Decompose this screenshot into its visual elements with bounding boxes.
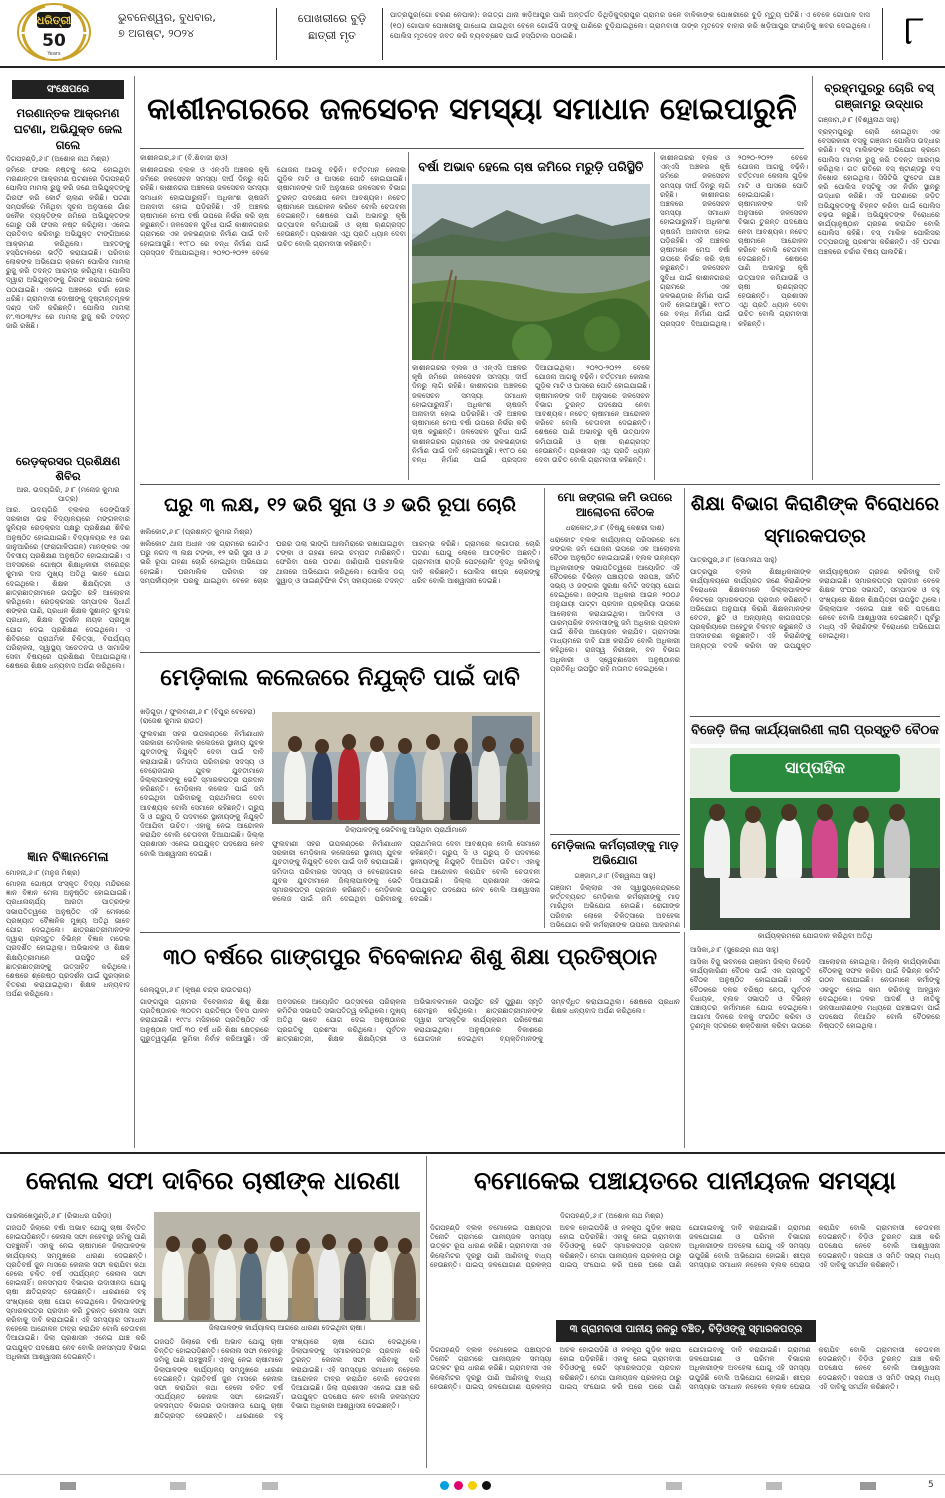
water-body-cont: ଦିଗପହଣ୍ଡି ବ୍ଲକ ବମୋକେଇ ପଞ୍ଚାୟତର ତିନୋଟି ଗ୍ରାମରେ ପାନୀୟଜଳ ସମସ୍ୟା ଉତ୍କଟ ରୂପ ଧାରଣ କରିଛି। ଗ୍ରାମବାସୀ ଏକ କିଲୋମିଟର ଦୂରରୁ ପାଣି ଆଣିବାକୁ ବାଧ୍ୟ ହେଉଛନ୍ତି। ପାଇପ୍ ଜଳଯୋଗାଣ ପ୍ରକଳ୍ପ ଅଚଳ ହୋଇପଡ଼ିଛି ଓ ନଳକୂପ ଗୁଡ଼ିକ ଖରାପ ହୋଇ ପଡ଼ିରହିଛି। ଏହାକୁ ନେଇ ଗ୍ରାମବାସୀ ବିଡ଼ିଓଙ୍କୁ ଭେଟି ସ୍ମାରକପତ୍ର ପ୍ରଦାନ କରିଛନ୍ତି। ମେଗା ପାନୀୟଜଳ ପ୍ରକଳ୍ପ ଠାରୁ ପାଇପ୍ ସଂଯୋଗ କରି ଘରେ ଘରେ ପାଣି ଯୋଗାଇବାକୁ ଦାବି କରାଯାଇଛି। ଗ୍ରାମୀଣ ଜଳଯୋଗାଣ ଓ ପରିମଳ ବିଭାଗର ଅଧିକାରୀଙ୍କ ଅବହେଳା ଯୋଗୁ ଏହି ସମସ୍ୟା ଉପୁଜିଛି ବୋଲି ଅଭିଯୋଗ ହୋଇଛି। ଶୀଘ୍ର ସମସ୍ୟାର ସମାଧାନ ନହେଲେ ବ୍ଲକ ଘେରାଉ କରାଯିବ ବୋଲି ଗ୍ରାମବାସୀ ଚେତାବନୀ ଦେଇଛନ୍ତି। ବିଡ଼ିଓ ତୁରନ୍ତ ଯାଞ୍ଚ କରି ପଦକ୍ଷେପ ନେବେ ବୋଲି ଆଶ୍ୱାସନା ଦେଇଛନ୍ତି। ସରପଞ୍ଚ ଓ ସମିତି ସଭ୍ୟ ମଧ୍ୟ ଏହି ଦାବିକୁ ସମର୍ଥନ କରିଛନ୍ତି। [430,1346,940,1391]
laurel-logo-icon [15,2,93,62]
water-headline: ବମୋକେଇ ପଞ୍ଚାୟତରେ ପାନୀୟଜଳ ସମସ୍ୟା [474,1166,896,1195]
registration-bar-left [60,1482,76,1490]
bus-byline: ଗଞ୍ଜାମ,୬।୮ (ବିଶ୍ୱନାଥ ସାହୁ) [818,116,900,124]
brief-2-byline: ଆର. ଉଦୟଗିରି, ୬।୮ (ମନୋଜ କୁମାର ପାତ୍ର) [16,486,120,503]
brief-2-body: ଆର. ଉଦୟଗିରି ବ୍ଲକର ଡେଙ୍ଗିସାହି ସରକାରୀ ଉଚ୍ଚ ବିଦ୍ୟାଳୟରେ ମଙ୍ଗଳବାର ଜୁନିୟର ରେଡ଼କ୍ରସ ପକ୍ଷରୁ ପ୍ରଶିକ୍ଷଣ ଶିବିର ଅନୁଷ୍ଠିତ ହୋଇଯାଇଛି। ବିଦ୍ୟାଳୟର ୧୫ ଜଣ ଜାନୁଆରିରେ (ଫରାଗାଳିପଗନ) ମାନଙ୍କର ଏକ ଦିବସୀୟ ପ୍ରଶିକ୍ଷଣ ଅନୁଷ୍ଠିତ ହୋଇଯାଇଛି। ଏ ଅବସରରେ ଗୋଷ୍ଠୀ ଶିକ୍ଷାଧିକାରୀ ବୀରେନ୍ଦ୍ର କୁମାର ଦାସ ମୁଖ୍ୟ ଅତିଥି ଭାବେ ଯୋଗ ଦେଇଥିଲେ। ଶିକ୍ଷକ ଶିକ୍ଷୟିତ୍ରୀ ଓ ଛାତ୍ରଛାତ୍ରୀମାନେ ଉପସ୍ଥିତ ରହି ଆଲୋଚନା କରିଥିଲେ। ରେଡ଼କ୍ରସର ସମ୍ପାଦକ ସିଧାର୍ଥ ଶଙ୍କର ପାଣି, ପ୍ରଧାନ ଶିକ୍ଷକ ସୁଶାନ୍ତ କୁମାର ପ୍ରଧାନ, ଶିକ୍ଷକ ସୁଦର୍ଶନ ନାୟକ ପ୍ରମୁଖ ଯୋଗ ଦେଇ ପ୍ରଶିକ୍ଷଣ ଦେଇଥିଲେ। ଏ ଶିବିରରେ ପ୍ରାଥମିକ ଚିକିତ୍ସା, ବିପର୍ଯ୍ୟୟ ପରିଚାଳନା, ସ୍ୱାସ୍ଥ୍ୟ ସଚେତନତା ଓ ସାମାଜିକ ସେବା ବିଷୟରେ ପ୍ରଶିକ୍ଷଣ ଦିଆଯାଇଥିଲା। ଶେଷରେ ଶିକ୍ଷକ ଧନ୍ୟବାଦ ଅର୍ପଣ କରିଥିଲେ। [6,506,130,671]
bus-body: ବ୍ରହ୍ମପୁରରୁ ଚୋରି ହୋଇଥିବା ଏକ ବେସରକାରୀ ବସ୍‌କୁ ଗଞ୍ଜାମ ପୋଲିସ ଉଦ୍ଧାର କରିଛି। ବସ୍ ମାଲିକଙ୍କ ଅଭିଯୋଗ କ୍ରମେ ପୋଲିସ ମାମଲା ରୁଜୁ କରି ତଦନ୍ତ ଆରମ୍ଭ କରିଥିଲା। ଗତ ରାତିରେ ବସ୍ ଷ୍ଟାଣ୍ଡରୁ ବସ୍ ନିଖୋଜ ହୋଇଥିଲା। ସିସିଟିଭି ଫୁଟେଜ ଯାଞ୍ଚ କରି ପୋଲିସ ବସ୍‌ଟିକୁ ଏକ ନିର୍ଜନ ସ୍ଥାନରୁ ଉଦ୍ଧାର କରିଛି। ଏହି ଘଟଣାରେ ଜଡ଼ିତ ଅଭିଯୁକ୍ତଙ୍କୁ ଚିହ୍ନଟ କରିବା ପାଇଁ ପୋଲିସ ଚଢ଼ଉ କରୁଛି। ଅଭିଯୁକ୍ତଙ୍କ ବିରୋଧରେ କାର୍ଯ୍ୟାନୁଷ୍ଠାନ ଗ୍ରହଣ କରାଯିବ ବୋଲି ପୋଲିସ କହିଛି। ବସ୍ ମାଲିକ ପୋଲିସର ତତ୍ପରତାକୁ ପ୍ରଶଂସା କରିଛନ୍ତି। ଏହି ଘଟଣା ଅଞ୍ଚଳରେ ଚର୍ଚ୍ଚାର ବିଷୟ ପାଲଟିଛି। [818,128,940,256]
teaser-title: ପୋଖରୀରେ ବୁଡ଼ି ଛାତ୍ରୀ ମୃତ [297,12,367,42]
svg-text:50: 50 [42,31,66,51]
lead-body-cont: କାଶୀନଗରର ବ୍ଲକ ଓ ଏନ୍‌ଏସି ଅଞ୍ଚଳର କୃଷି ଜମିରେ ଜଳସେଚନ ସମସ୍ୟା ଦୀର୍ଘ ଦିନରୁ ଲାଗି ରହିଛି। କାଶୀନଗର ଅଞ୍ଚଳରେ ଜଳସେଚନ ସମସ୍ୟା ସମାଧାନ ହୋଇପାରୁନାହିଁ। ଅଧିକାଂଶ ଚାଷଜମି ଅନାବାଦୀ ହୋଇ ପଡ଼ିରହିଛି। ଏହି ଅଞ୍ଚଳର ଚାଷୀମାନେ ମେଘ ବର୍ଷା ଉପରେ ନିର୍ଭର କରି ଚାଷ କରୁଛନ୍ତି। ଜଳସେଚନ ସୁବିଧା ପାଇଁ କାଶୀନଗରର ଗ୍ରାମରେ ଏକ ଜଳଭଣ୍ଡାର ନିର୍ମାଣ ପାଇଁ ଦାବି ହୋଇଆସୁଛି। ୧୯୮୦ ରେ ବନ୍ଧ ନିର୍ମାଣ ପାଇଁ ପ୍ରସ୍ତାବ ଦିଆଯାଇଥିଲା। ୨୦୨୦-୨୦୨୨ ବେଳେ ଯୋଜନା ଆଗକୁ ବଢ଼ିନି। ବର୍ତ୍ତମାନ କେନାଲ ଗୁଡ଼ିକ ମାଟି ଓ ଘାସରେ ପୋତି ହୋଇଯାଇଛି। ଚାଷୀମାନଙ୍କ ଦାବି ଅନୁସାରେ ଜଳସେଚନ ବିଭାଗ ତୁରନ୍ତ ପଦକ୍ଷେପ ନେବା ଆବଶ୍ୟକ। ନଚେତ୍ ଚାଷୀମାନେ ଆନ୍ଦୋଳନ କରିବେ ବୋଲି ଚେତାବନୀ ଦେଇଛନ୍ତି। ଶେଷରେ ପାଣି ଅଭାବରୁ କୃଷି ଉତ୍ପାଦନ କମିଯାଉଛି ଓ ଚାଷୀ ଋଣଗ୍ରସ୍ତ ହେଉଛନ୍ତି। ପ୍ରଶାସନ ଏଥି ପ୍ରତି ଧ୍ୟାନ ଦେବା ଉଚିତ ବୋଲି ଗ୍ରାମବାସୀ କହିଛନ୍ତି। [412,364,650,465]
education-body: ପାତ୍ରପୁର ବ୍ଲକ ଶିକ୍ଷାଧିକାରୀଙ୍କ କାର୍ଯ୍ୟାଳୟରେ କାର୍ଯ୍ୟରତ ଜଣେ କିରାଣିଙ୍କ ବିରୋଧରେ ଶିକ୍ଷକମାନେ ଜିଲ୍ଲାପାଳଙ୍କ ନିକଟରେ ସ୍ମାରକପତ୍ର ପ୍ରଦାନ କରିଛନ୍ତି। ଅଭିଯୋଗ ଅନୁଯାୟୀ କିରାଣି ଶିକ୍ଷକମାନଙ୍କ ବେତନ, ଛୁଟି ଓ ଅନ୍ୟାନ୍ୟ କାଗଜପତ୍ର ପ୍ରକ୍ରିୟାରେ ଅହେତୁକ ବିଳମ୍ବ କରୁଛନ୍ତି ଓ ଅସଦାଚରଣ କରୁଛନ୍ତି। ଏହି କିରାଣିଙ୍କୁ ଅନ୍ୟତ୍ର ବଦଳି କରିବା ସହ ଉପଯୁକ୍ତ କାର୍ଯ୍ୟାନୁଷ୍ଠାନ ଗ୍ରହଣ କରିବାକୁ ଦାବି କରାଯାଇଛି। ସ୍ମାରକପତ୍ର ପ୍ରଦାନ ବେଳେ ଶିକ୍ଷକ ସଂଘର ସଭାପତି, ସମ୍ପାଦକ ଓ ବହୁ ସଂଖ୍ୟାରେ ଶିକ୍ଷକ ଶିକ୍ଷୟିତ୍ରୀ ଉପସ୍ଥିତ ଥିଲେ। ଜିଲ୍ଲାପାଳ ଏନେଇ ଯାଞ୍ଚ କରି ପଦକ୍ଷେପ ନେବେ ବୋଲି ଆଶ୍ୱାସନା ଦେଇଛନ୍ତି। ପୂର୍ବରୁ ମଧ୍ୟ ଏହି କିରାଣିଙ୍କ ବିରୋଧରେ ଅଭିଯୋଗ ହୋଇଥିଲା। [690,568,940,650]
medical-body: ଫୁଲବାଣୀ ସହର ଉପକଣ୍ଠରେ ନିର୍ମାଣାଧୀନ ସରକାରୀ ମେଡ଼ିକାଲ କଲେଜରେ ସ୍ଥାନୀୟ ଯୁବକ ଯୁବତୀଙ୍କୁ ନିଯୁକ୍ତି ଦେବା ପାଇଁ ଦାବି କରାଯାଇଛି। ଜମିଦାତା ପରିବାରର ସଦସ୍ୟ ଓ ବେରୋଜଗାର ଯୁବକ ଯୁବତୀମାନେ ଜିଲ୍ଲାପାଳଙ୍କୁ ଭେଟି ସ୍ମାରକପତ୍ର ପ୍ରଦାନ କରିଛନ୍ତି। ମେଡ଼ିକାଲ କଲେଜ ପାଇଁ ଜମି ଦେଇଥିବା ପରିବାରକୁ ପ୍ରାଥମିକତା ଦେବା ଆବଶ୍ୟକ ବୋଲି ସେମାନେ କହିଛନ୍ତି। ଗ୍ରୁପ୍ ସି ଓ ଗ୍ରୁପ୍ ଡି ପଦବୀରେ ସ୍ଥାନୀୟଙ୍କୁ ନିଯୁକ୍ତି ଦିଆଯିବା ଉଚିତ। ଏହାକୁ ନେଇ ଆନ୍ଦୋଳନ କରାଯିବ ବୋଲି ଚେତାବନୀ ଦିଆଯାଇଛି। ଜିଲ୍ଲା ପ୍ରଶାସନ ଏନେଇ ଉପଯୁକ୍ତ ପଦକ୍ଷେପ ନେବ ବୋଲି ଆଶ୍ୱାସନା ଦେଇଛି। [140,730,264,858]
registration-marks [0,1480,945,1494]
school-headline: ୩୦ ବର୍ଷରେ ଗାଙ୍ଗପୁର ବିବେକାନନ୍ଦ ଶିଶୁ ଶିକ୍ଷା ପ୍ରତିଷ୍ଠାନ [162,945,658,970]
water-body: ଦିଗପହଣ୍ଡି ବ୍ଲକ ବମୋକେଇ ପଞ୍ଚାୟତର ତିନୋଟି ଗ୍ରାମରେ ପାନୀୟଜଳ ସମସ୍ୟା ଉତ୍କଟ ରୂପ ଧାରଣ କରିଛି। ଗ୍ରାମବାସୀ ଏକ କିଲୋମିଟର ଦୂରରୁ ପାଣି ଆଣିବାକୁ ବାଧ୍ୟ ହେଉଛନ୍ତି। ପାଇପ୍ ଜଳଯୋଗାଣ ପ୍ରକଳ୍ପ ଅଚଳ ହୋଇପଡ଼ିଛି ଓ ନଳକୂପ ଗୁଡ଼ିକ ଖରାପ ହୋଇ ପଡ଼ିରହିଛି। ଏହାକୁ ନେଇ ଗ୍ରାମବାସୀ ବିଡ଼ିଓଙ୍କୁ ଭେଟି ସ୍ମାରକପତ୍ର ପ୍ରଦାନ କରିଛନ୍ତି। ମେଗା ପାନୀୟଜଳ ପ୍ରକଳ୍ପ ଠାରୁ ପାଇପ୍ ସଂଯୋଗ କରି ଘରେ ଘରେ ପାଣି ଯୋଗାଇବାକୁ ଦାବି କରାଯାଇଛି। ଗ୍ରାମୀଣ ଜଳଯୋଗାଣ ଓ ପରିମଳ ବିଭାଗର ଅଧିକାରୀଙ୍କ ଅବହେଳା ଯୋଗୁ ଏହି ସମସ୍ୟା ଉପୁଜିଛି ବୋଲି ଅଭିଯୋଗ ହୋଇଛି। ଶୀଘ୍ର ସମସ୍ୟାର ସମାଧାନ ନହେଲେ ବ୍ଲକ ଘେରାଉ କରାଯିବ ବୋଲି ଗ୍ରାମବାସୀ ଚେତାବନୀ ଦେଇଛନ୍ତି। ବିଡ଼ିଓ ତୁରନ୍ତ ଯାଞ୍ଚ କରି ପଦକ୍ଷେପ ନେବେ ବୋଲି ଆଶ୍ୱାସନା ଦେଇଛନ୍ତି। ସରପଞ୍ଚ ଓ ସମିତି ସଭ୍ୟ ମଧ୍ୟ ଏହି ଦାବିକୁ ସମର୍ଥନ କରିଛନ୍ତି। [430,1224,940,1269]
education-byline: ପାତ୍ରପୁର,୬।୮ (ସୋମନାଥ ସାହୁ) [690,556,778,564]
bjd-body: ଆସିକା ବିଜୁ ଭବନରେ ଗଞ୍ଜାମ ଜିଲ୍ଲା ବିଜେଡ଼ି କାର୍ଯ୍ୟକାରିଣୀ ବୈଠକ ପାଇଁ ଏକ ପ୍ରସ୍ତୁତି ବୈଠକ ଅନୁଷ୍ଠିତ ହୋଇଯାଇଛି। ଏହି ବୈଠକରେ ଦଳର ବରିଷ୍ଠ ନେତା, ପୂର୍ବତନ ବିଧାୟକ, ବ୍ଲକ ସଭାପତି ଓ ବିଭିନ୍ନ ପଞ୍ଚାୟତର କର୍ମୀମାନେ ଯୋଗ ଦେଇଥିଲେ। ଆଗାମୀ ଦିନରେ ଦଳକୁ ସଂଗଠିତ କରିବା ଓ ତୃଣମୂଳ ସ୍ତରରେ ଶକ୍ତିଶାଳୀ କରିବା ଉପରେ ଆଲୋଚନା ହୋଇଥିଲା। ଜିଲ୍ଲା କାର୍ଯ୍ୟକାରିଣୀ ବୈଠକକୁ ସଫଳ କରିବା ପାଇଁ ବିଭିନ୍ନ କମିଟି ଗଠନ କରାଯାଇଛି। ନେତାମାନେ କର୍ମୀଙ୍କୁ ଏକଜୁଟ ହୋଇ କାମ କରିବାକୁ ଆହ୍ୱାନ ଦେଇଥିଲେ। ଦଳର ଆଦର୍ଶ ଓ ନୀତିକୁ ଜନସାଧାରଣଙ୍କ ମଧ୍ୟରେ ପହଞ୍ଚାଇବା ପାଇଁ ପଦକ୍ଷେପ ନିଆଯିବ ବୋଲି ବୈଠକରେ ନିଷ୍ପତ୍ତି ହୋଇଥିଲା। [690,958,940,1031]
medical-byline: ଖଡ଼ିଗୁଡ଼ା / ଫୁଲବାଣୀ,୬।୮ (ବିପୁର ବେହେରା) (ରାଜେଶ କୁମାର ରାଉତ) [140,708,256,725]
forest-byline: ଧରାକୋଟ,୬।୮ (ବିଷ୍ଣୁ କେଶରୀ ଦାଶ) [565,524,665,532]
water-byline: ଦିଗପହଣ୍ଡି,୬।୮ (ଅଶୋକ ନାଥ ମିଶ୍ର) [560,1212,664,1220]
black-dot-icon [482,1481,491,1490]
school-byline: ଜେଲ୍‌ଗୁଡ଼ା,୬।୮ (କୃଷ୍ଣ ଚନ୍ଦ୍ର ରାଉତରାୟ) [140,986,252,994]
briefs-column [6,80,130,1148]
masthead [0,0,945,66]
bus-headline: ବ୍ରହ୍ମପୁରରୁ ଚୋରି ବସ୍ ଗଞ୍ଜାମରୁ ଉଦ୍ଧାର [824,81,934,111]
yellow-dot-icon [468,1481,477,1490]
forest-headline: ମୋ ଜଙ୍ଗଲ ଜମି ଉପରେ ଆଲୋଚନା ବୈଠକ [557,490,673,519]
brief-1-body: ଜମିରେ ଫସଲ ନଷ୍ଟକୁ ନେଇ ହୋଇଥିବା ମରଣାନ୍ତକ ଆକ୍ରମଣ ଘଟଣାରେ ଦିଗପହଣ୍ଡି ପୋଲିସ ମାମଲା ରୁଜୁ କରି ଜଣେ ଅଭିଯୁକ୍ତଙ୍କୁ ଗିରଫ କରି କୋର୍ଟ ଚାଲାଣ କରିଛି। ଘଟଣା ସମ୍ପର୍କରେ ମିଳିଥିବା ସୂଚନା ଅନୁସାରେ ଗାଁର ଜନୈକ ବ୍ୟକ୍ତିଙ୍କ ଜମିରେ ଅଭିଯୁକ୍ତଙ୍କ ଗୋରୁ ପଶି ଫସଲ ନଷ୍ଟ କରିଥିଲା। ଏନେଇ ପ୍ରତିବାଦ କରିବାରୁ ଅଭିଯୁକ୍ତ ଟାଙ୍ଗିଆରେ ଆକ୍ରମଣ କରିଥିଲେ। ଆହତଙ୍କୁ ହସ୍ପିଟାଲରେ ଭର୍ତ୍ତି କରାଯାଇଛି। ପରିବାର ଲୋକଙ୍କ ଅଭିଯୋଗ କ୍ରମେ ପୋଲିସ ମାମଲା ରୁଜୁ କରି ତଦନ୍ତ ଆରମ୍ଭ କରିଥିଲା। ପୋଲିସ ଦ୍ୱାରା ଅଭିଯୁକ୍ତଙ୍କୁ ଗିରଫ କରାଯାଇ ଜେଲ ପଠାଯାଇଛି। ଏନେଇ ଅଞ୍ଚଳରେ ଚର୍ଚ୍ଚା ଜୋର ଧରିଛି। ଗ୍ରାମବାସୀ ଦୋଷୀଙ୍କୁ ଦୃଷ୍ଟାନ୍ତମୂଳକ ଦଣ୍ଡ ଦାବି କରିଛନ୍ତି। ପୋଲିସ ମାମଲା ନଂ.୩୦୩/୨୪ ରେ ମାମଲା ରୁଜୁ କରି ତଦନ୍ତ ଜାରି ରଖିଛି। [6,166,130,331]
bjd-caption: କାର୍ଯ୍ୟକ୍ରମରେ ଯୋଗଦାନ କରିଥିବା ଅତିଥି [757,932,873,940]
registration-bar [766,1482,782,1490]
medical-staff-headline: ମେଡ଼ିକାଲ କର୍ମଚାରୀଙ୍କୁ ମାଡ଼ ଅଭିଯୋଗ [551,838,679,867]
brief-1-byline: ଦିଗପହଣ୍ଡି,୬।୮ (ଅଶୋକ ନାଥ ମିଶ୍ର) [6,155,110,163]
theft-headline: ଘରୁ ୩ ଲକ୍ଷ, ୧୨ ଭରି ସୁନା ଓ ୬ ଭରି ରୂପା ଚୋରି [163,494,517,516]
medical-caption: ଜିଲାପାଳଙ୍କୁ ଭେଟିବାକୁ ଆସିଥିବା ପ୍ରାର୍ଥୀମାନେ [345,826,467,834]
reservoir-photo [412,184,650,360]
dateline-day: ଭୁବନେଶ୍ୱର, ବୁଧବାର, [118,11,216,24]
cyan-dot-icon [440,1481,449,1490]
teaser-body: ପାତ୍ରପୁର(ଗୋ ଚରଣ ନେପାକ): ଜଗତ୍ଗ ଥାନା ଖଡ଼ିଆପୁର ପାଣି ଅନ୍ତର୍ଗତ ଡିଥିଡ଼ିକୁଦ୍ରାପୁର ଗ୍ରାମର ଜନେ ବାଳିକାଙ୍କ ପୋଖରୀରେ ବୁଡ଼ି ମୃତ୍ୟୁ ଘଟିଛି। ଏ ବେଳେ ଗୋପାଳ ଦାସ (୧୦) ଗୋପାଳ ପୋଖରୀକୁ ଗାଧୋଇ ଯାଇଥିବା ବେଳେ ଗୋଇଁସି ତାଙ୍କୁ ପାଣିରେ ବୁଡ଼ିଯାଇଥିଲେ। ଗ୍ରାମବାସୀ ତାଙ୍କ ମୃତଦେହ ବାହାର କରି ଖଡ଼ିଆପୁର ଫାଣ୍ଡିକୁ ଖବର ଦେଇଥିଲେ। ପୋଲିସ ମୃତଦେହ ଜବତ କରି ବ୍ୟବଚ୍ଛେଦ ପାଇଁ ହସ୍ପିଟାଲ ପଠାଇଛି। [390,10,870,40]
color-dots [440,1481,500,1491]
magenta-dot-icon [454,1481,463,1490]
water-subhead: ୩ ଗ୍ରାମବାସୀ ପାନୀୟ ଜଳରୁ ବଞ୍ଚିତ, ବିଡ଼ିଓଙ୍କୁ ସ୍ମାରକପତ୍ର [556,1320,816,1342]
canal-photo [154,1212,420,1322]
medical-headline: ମେଡ଼ିକାଲ କଲେଜରେ ନିଯୁକ୍ତି ପାଇଁ ଦାବି [160,665,520,691]
brief-1-title: ମରଣାନ୍ତକ ଆକ୍ରମଣ ଘଟଣା, ଅଭିଯୁକ୍ତ ଜେଲ ଗଲେ [13,106,123,152]
bjd-byline: ଆସିକା,୬।୮ (ସୁରେନ୍ଦ୍ର ନାଥ ସାହୁ) [690,946,779,954]
theft-body: ଖଲିକୋଟ ଥାନା ଅଧୀନ ଏକ ଗ୍ରାମରେ ଗୋଟିଏ ଘରୁ ନଗଦ ୩ ଲକ୍ଷ ଟଙ୍କା, ୧୨ ଭରି ସୁନା ଓ ୬ ଭରି ରୂପା ଗହଣା ଚୋରି ହୋଇଥିବା ଅଭିଯୋଗ ହୋଇଛି। ଘରମାଲିକ ପରିବାର ସହ ସମ୍ପର୍କୀୟଙ୍କ ଘରକୁ ଯାଇଥିବା ବେଳେ ଚୋର ଘରର ତାଲା ଭାଙ୍ଗି ଆଲମିରାରେ ରଖାଯାଇଥିବା ଟଙ୍କା ଓ ଗହଣା ନେଇ ଚମ୍ପଟ ମାରିଛନ୍ତି। ଫେରିବା ପରେ ଘଟଣା ଜାଣିପାରି ଘରମାଲିକ ଥାନାରେ ଅଭିଯୋଗ କରିଥିଲେ। ପୋଲିସ ଡଗ୍ ସ୍କ୍ୱାଡ୍ ଓ ସାଇଣ୍ଟିଫିକ ଟିମ୍ ସହାୟତାରେ ତଦନ୍ତ ଆରମ୍ଭ କରିଛି। ଗ୍ରାମରେ ଲଗାତାର ଚୋରି ଘଟଣା ଯୋଗୁ ଲୋକେ ଆତଙ୍କିତ ଅଛନ୍ତି। ଗ୍ରାମବାସୀ ରାତ୍ରି ପେଟ୍ରୋଲିଂ ବୃଦ୍ଧି କରିବାକୁ ଦାବି କରିଛନ୍ତି। ପୋଲିସ ଶୀଘ୍ର ଚୋରଙ୍କୁ ଧରିବ ବୋଲି ଆଶ୍ୱାସନା ଦେଇଛି। [140,540,540,585]
brief-3-title: ଜ୍ଞାନ ବିଜ୍ଞାନମେଳା [27,850,109,865]
lead-body-right: କାଶୀନଗରର ବ୍ଲକ ଓ ଏନ୍‌ଏସି ଅଞ୍ଚଳର କୃଷି ଜମିରେ ଜଳସେଚନ ସମସ୍ୟା ଦୀର୍ଘ ଦିନରୁ ଲାଗି ରହିଛି। କାଶୀନଗର ଅଞ୍ଚଳରେ ଜଳସେଚନ ସମସ୍ୟା ସମାଧାନ ହୋଇପାରୁନାହିଁ। ଅଧିକାଂଶ ଚାଷଜମି ଅନାବାଦୀ ହୋଇ ପଡ଼ିରହିଛି। ଏହି ଅଞ୍ଚଳର ଚାଷୀମାନେ ମେଘ ବର୍ଷା ଉପରେ ନିର୍ଭର କରି ଚାଷ କରୁଛନ୍ତି। ଜଳସେଚନ ସୁବିଧା ପାଇଁ କାଶୀନଗରର ଗ୍ରାମରେ ଏକ ଜଳଭଣ୍ଡାର ନିର୍ମାଣ ପାଇଁ ଦାବି ହୋଇଆସୁଛି। ୧୯୮୦ ରେ ବନ୍ଧ ନିର୍ମାଣ ପାଇଁ ପ୍ରସ୍ତାବ ଦିଆଯାଇଥିଲା। ୨୦୨୦-୨୦୨୨ ବେଳେ ଯୋଜନା ଆଗକୁ ବଢ଼ିନି। ବର୍ତ୍ତମାନ କେନାଲ ଗୁଡ଼ିକ ମାଟି ଓ ଘାସରେ ପୋତି ହୋଇଯାଇଛି। ଚାଷୀମାନଙ୍କ ଦାବି ଅନୁସାରେ ଜଳସେଚନ ବିଭାଗ ତୁରନ୍ତ ପଦକ୍ଷେପ ନେବା ଆବଶ୍ୟକ। ନଚେତ୍ ଚାଷୀମାନେ ଆନ୍ଦୋଳନ କରିବେ ବୋଲି ଚେତାବନୀ ଦେଇଛନ୍ତି। ଶେଷରେ ପାଣି ଅଭାବରୁ କୃଷି ଉତ୍ପାଦନ କମିଯାଉଛି ଓ ଚାଷୀ ଋଣଗ୍ରସ୍ତ ହେଉଛନ୍ତି। ପ୍ରଶାସନ ଏଥି ପ୍ରତି ଧ୍ୟାନ ଦେବା ଉଚିତ ବୋଲି ଗ୍ରାମବାସୀ କହିଛନ୍ତି। [660,154,808,328]
dateline-date: ୭ ଅଗଷ୍ଟ, ୨୦୨୪ [118,27,195,40]
medical-photo [272,712,540,824]
page-number-mark: ୮ [904,8,925,54]
brief-3-body: ମୋହନା ଗୋଷ୍ଠୀ ସଂସ୍କୃତ ବିଦ୍ୟା ମନ୍ଦିରରେ ଜ୍ଞାନ ବିଜ୍ଞାନ ମେଳା ଅନୁଷ୍ଠିତ ହୋଇଯାଇଛି। ପ୍ରଧାନାଚାର୍ଯ୍ୟ ଆରତୀ ପାତ୍ରଙ୍କ ସଭାପତିତ୍ୱରେ ଅନୁଷ୍ଠିତ ଏହି ମେଳାରେ ପ୍ରଖ୍ୟାତ ବୈଜ୍ଞାନିକ ମୁଖ୍ୟ ଅତିଥି ଭାବେ ଯୋଗ ଦେଇଥିଲେ। ଛାତ୍ରଛାତ୍ରୀମାନଙ୍କ ଦ୍ୱାରା ପ୍ରସ୍ତୁତ ବିଭିନ୍ନ ବିଜ୍ଞାନ ମଡେଲ ପ୍ରଦର୍ଶିତ ହୋଇଥିଲା। ଅଭିଭାବକ ଓ ଶିକ୍ଷକ ଶିକ୍ଷୟିତ୍ରୀମାନେ ଉପସ୍ଥିତ ରହି ଛାତ୍ରଛାତ୍ରୀଙ୍କୁ ଉତ୍ସାହିତ କରିଥିଲେ। ଶେଷରେ ଶ୍ରେଷ୍ଠ ପ୍ରଦର୍ଶନ ପାଇଁ ପୁରସ୍କାର ବିତରଣ କରାଯାଇଥିଲା। ଶିକ୍ଷକ ଧନ୍ୟବାଦ ଅର୍ପଣ କରିଥିଲେ। [6,880,130,999]
theft-byline: ଖଲିକୋଟ,୬।୮ (ପ୍ରଶାନ୍ତ କୁମାର ମିଶ୍ର) [140,528,253,536]
registration-bar [262,1482,278,1490]
medical-staff-byline: ଗଞ୍ଜାମ,୬।୮ (ବିଶ୍ୱନାଥ ସାହୁ) [574,872,656,880]
lead-byline: କାଶୀନଗର,୬।୮ (ବି.ଶିବାଜୀ ରାଓ) [140,154,228,162]
lead-headline: କାଶୀନଗରରେ ଜଳସେଚନ ସମସ୍ୟା ସମାଧାନ ହୋଇପାରୁନି [147,92,797,127]
canal-caption: ଜିଲାପାଳଙ୍କ କାର୍ଯ୍ୟାଳୟ ଆଗରେ ଧାରଣା ଦେଇଥିବା ଚାଷୀ। [208,1324,366,1332]
svg-text:Years: Years [47,51,61,57]
canal-headline: କେନାଲ ସଫା ଦାବିରେ ଚାଷୀଙ୍କ ଧାରଣା [25,1166,401,1195]
forest-body: ଧରାକୋଟ ବ୍ଲକ କାର୍ଯ୍ୟାଳୟ ପରିସରରେ ମୋ ଜଙ୍ଗଲ ଜମି ଯୋଜନା ଉପରେ ଏକ ଆଲୋଚନା ବୈଠକ ଅନୁଷ୍ଠିତ ହୋଇଯାଇଛି। ବ୍ଲକ ଉନ୍ନୟନ ଅଧିକାରୀଙ୍କ ସଭାପତିତ୍ୱରେ ଆୟୋଜିତ ଏହି ବୈଠକରେ ବିଭିନ୍ନ ପଞ୍ଚାୟତର ସରପଞ୍ଚ, ସମିତି ସଭ୍ୟ ଓ ଜଙ୍ଗଲ ସୁରକ୍ଷା କମିଟି ସଦସ୍ୟ ଯୋଗ ଦେଇଥିଲେ। ଜଙ୍ଗଲ ଅଧିକାର ଆଇନ ୨୦୦୬ ଅନୁଯାୟୀ ପାଟ୍ଟା ପ୍ରଦାନ ପ୍ରକ୍ରିୟା ଉପରେ ଆଲୋଚନା କରାଯାଇଥିଲା। ଆଦିବାସୀ ଓ ପାରମ୍ପରିକ ବନବାସୀଙ୍କୁ ଜମି ଅଧିକାର ପ୍ରଦାନ ପାଇଁ ଶିବିର ଆୟୋଜନ କରାଯିବ। ଗ୍ରାମସଭା ମାଧ୍ୟମରେ ଦାବି ଯାଞ୍ଚ କରାଯିବ ବୋଲି ଅଧିକାରୀ କହିଥିଲେ। ରାଜସ୍ୱ ନିରୀକ୍ଷକ, ବନ ବିଭାଗ ଅଧିକାରୀ ଓ ସ୍ୱେଚ୍ଛାସେବୀ ଅନୁଷ୍ଠାନର ପ୍ରତିନିଧି ଉପସ୍ଥିତ ରହି ମତାମତ ଦେଇଥିଲେ। [550,536,680,673]
lead-body: କାଶୀନଗରର ବ୍ଲକ ଓ ଏନ୍‌ଏସି ଅଞ୍ଚଳର କୃଷି ଜମିରେ ଜଳସେଚନ ସମସ୍ୟା ଦୀର୍ଘ ଦିନରୁ ଲାଗି ରହିଛି। କାଶୀନଗର ଅଞ୍ଚଳରେ ଜଳସେଚନ ସମସ୍ୟା ସମାଧାନ ହୋଇପାରୁନାହିଁ। ଅଧିକାଂଶ ଚାଷଜମି ଅନାବାଦୀ ହୋଇ ପଡ଼ିରହିଛି। ଏହି ଅଞ୍ଚଳର ଚାଷୀମାନେ ମେଘ ବର୍ଷା ଉପରେ ନିର୍ଭର କରି ଚାଷ କରୁଛନ୍ତି। ଜଳସେଚନ ସୁବିଧା ପାଇଁ କାଶୀନଗରର ଗ୍ରାମରେ ଏକ ଜଳଭଣ୍ଡାର ନିର୍ମାଣ ପାଇଁ ଦାବି ହୋଇଆସୁଛି। ୧୯୮୦ ରେ ବନ୍ଧ ନିର୍ମାଣ ପାଇଁ ପ୍ରସ୍ତାବ ଦିଆଯାଇଥିଲା। ୨୦୨୦-୨୦୨୨ ବେଳେ ଯୋଜନା ଆଗକୁ ବଢ଼ିନି। ବର୍ତ୍ତମାନ କେନାଲ ଗୁଡ଼ିକ ମାଟି ଓ ଘାସରେ ପୋତି ହୋଇଯାଇଛି। ଚାଷୀମାନଙ୍କ ଦାବି ଅନୁସାରେ ଜଳସେଚନ ବିଭାଗ ତୁରନ୍ତ ପଦକ୍ଷେପ ନେବା ଆବଶ୍ୟକ। ନଚେତ୍ ଚାଷୀମାନେ ଆନ୍ଦୋଳନ କରିବେ ବୋଲି ଚେତାବନୀ ଦେଇଛନ୍ତି। ଶେଷରେ ପାଣି ଅଭାବରୁ କୃଷି ଉତ୍ପାଦନ କମିଯାଉଛି ଓ ଚାଷୀ ଋଣଗ୍ରସ୍ତ ହେଉଛନ୍ତି। ପ୍ରଶାସନ ଏଥି ପ୍ରତି ଧ୍ୟାନ ଦେବା ଉଚିତ ବୋଲି ଗ୍ରାମବାସୀ କହିଛନ୍ତି। [140,166,406,257]
school-body: ଗାଙ୍ଗପୁର ଗ୍ରାମର ବିବେକାନନ୍ଦ ଶିଶୁ ଶିକ୍ଷା ପ୍ରତିଷ୍ଠାନର ୩୦ତମ ପ୍ରତିଷ୍ଠା ଦିବସ ପାଳନ କରାଯାଇଛି। ୧୯୯୪ ମସିହାରେ ପ୍ରତିଷ୍ଠିତ ଏହି ଅନୁଷ୍ଠାନ ଦୀର୍ଘ ୩୦ ବର୍ଷ ଧରି ଶିକ୍ଷା କ୍ଷେତ୍ରରେ ଗୁରୁତ୍ୱପୂର୍ଣ୍ଣ ଭୂମିକା ନିର୍ବାହ କରିଆସୁଛି। ଏହି ଅବସରରେ ଆୟୋଜିତ ଉତ୍ସବରେ ପରିଚାଳନା କମିଟିର ସଭାପତି ସଭାପତିତ୍ୱ କରିଥିଲେ। ମୁଖ୍ୟ ଅତିଥି ଭାବେ ଯୋଗ ଦେଇ ଅନୁଷ୍ଠାନର ପ୍ରଗତିକୁ ପ୍ରଶଂସା କରିଥିଲେ। ପୂର୍ବତନ ଛାତ୍ରଛାତ୍ରୀ, ଶିକ୍ଷକ ଶିକ୍ଷୟିତ୍ରୀ ଓ ଅଭିଭାବକମାନେ ଉପସ୍ଥିତ ରହି ପୁରୁଣା ସ୍ମୃତି ରୋମନ୍ଥନ କରିଥିଲେ। ଛାତ୍ରଛାତ୍ରୀମାନଙ୍କ ଦ୍ୱାରା ସାଂସ୍କୃତିକ କାର୍ଯ୍ୟକ୍ରମ ପରିବେଷଣ କରାଯାଇଥିଲା। ଅନୁଷ୍ଠାନର ବିକାଶରେ ଯୋଗଦାନ ଦେଇଥିବା ବ୍ୟକ୍ତିମାନଙ୍କୁ ସମ୍ବର୍ଦ୍ଧିତ କରାଯାଇଥିଲା। ଶେଷରେ ପ୍ରଧାନ ଶିକ୍ଷକ ଧନ୍ୟବାଦ ଅର୍ପଣ କରିଥିଲେ। [140,998,680,1043]
education-headline: ଶିକ୍ଷା ବିଭାଗ କିରାଣିଙ୍କ ବିରୋଧରେ ସ୍ମାରକପତ୍ର [690,493,940,547]
registration-bar [170,1482,186,1490]
lead-subhead: ବର୍ଷା ଅଭାବ ହେଲେ ଚାଷ ଜମିରେ ମରୁଡ଼ି ପରିସ୍ଥିତି [418,159,644,174]
brief-2-title: ରେଡ଼କ୍ରସର ପ୍ରଶିକ୍ଷଣ ଶିବିର [15,454,121,483]
canal-body-cont: ଗଜପତି ଜିଲାରେ ବର୍ଷା ଅଭାବ ଯୋଗୁ ଚାଷୀ ଚିନ୍ତିତ ହୋଇପଡ଼ିଛନ୍ତି। କେନାଲ ସଫା ନହେବାରୁ ଜମିକୁ ପାଣି ପହଞ୍ଚୁନାହିଁ। ଏହାକୁ ନେଇ ଚାଷୀମାନେ ଜିଲାପାଳଙ୍କ କାର୍ଯ୍ୟାଳୟ ସମ୍ମୁଖରେ ଧାରଣା ଦେଇଛନ୍ତି। ପ୍ରତିବର୍ଷ ଜୁନ ମାସରେ କେନାଲ ସଫା କରାଯିବା କଥା ହେଲେ ଚଳିତ ବର୍ଷ ଏପର୍ଯ୍ୟନ୍ତ କେନାଲ ସଫା ହୋଇନାହିଁ। ଜଳସମ୍ପଦ ବିଭାଗର ଉଦାସୀନତା ଯୋଗୁ ଚାଷୀ କ୍ଷତିଗ୍ରସ୍ତ ହେଉଛନ୍ତି। ଧାରଣାରେ ବହୁ ସଂଖ୍ୟାରେ ଚାଷୀ ଯୋଗ ଦେଇଥିଲେ। ଜିଲାପାଳଙ୍କୁ ସ୍ମାରକପତ୍ର ପ୍ରଦାନ କରି ତୁରନ୍ତ କେନାଲ ସଫା କରିବାକୁ ଦାବି କରାଯାଇଛି। ଏହି ସମସ୍ୟାର ସମାଧାନ ନହେଲେ ଆନ୍ଦୋଳନ ତୀବ୍ର କରାଯିବ ବୋଲି ଚେତାବନୀ ଦିଆଯାଇଛି। ଜିଲା ପ୍ରଶାସନ ଏନେଇ ଯାଞ୍ଚ କରି ଉପଯୁକ୍ତ ପଦକ୍ଷେପ ନେବ ବୋଲି ଜଳସମ୍ପଦ ବିଭାଗ ଅଧିକାରୀ ଆଶ୍ୱାସନା ଦେଇଛନ୍ତି। [154,1338,420,1420]
bjd-banner-text: ସାପ୍ତାହିକ [785,758,845,777]
section-label: ସଂକ୍ଷେପରେ [12,80,124,99]
svg-text:ଧରିତ୍ରୀ: ଧରିତ୍ରୀ [36,14,72,27]
registration-bar-right [860,1482,876,1490]
medical-staff-body: ଗଞ୍ଜାମ ଜିଲ୍ଲାର ଏକ ସ୍ୱାସ୍ଥ୍ୟକେନ୍ଦ୍ରରେ କର୍ତ୍ତବ୍ୟରତ ମେଡ଼ିକାଲ କର୍ମଚାରୀଙ୍କୁ ମାଡ଼ ମାରିଥିବା ଅଭିଯୋଗ ହୋଇଛି। ରୋଗୀଙ୍କ ପରିବାର ଲୋକେ ଚିକିତ୍ସାରେ ଅବହେଳା ଅଭିଯୋଗ କରି କର୍ମଚାରୀଙ୍କ ଉପରେ ଆକ୍ରମଣ [550,884,680,928]
registration-bar [666,1482,682,1490]
brief-3-byline: ମୋହନା,୬।୮ (ମନୁଜ ମିଶ୍ର) [6,869,81,877]
medical-body-cont: ଫୁଲବାଣୀ ସହର ଉପକଣ୍ଠରେ ନିର୍ମାଣାଧୀନ ସରକାରୀ ମେଡ଼ିକାଲ କଲେଜରେ ସ୍ଥାନୀୟ ଯୁବକ ଯୁବତୀଙ୍କୁ ନିଯୁକ୍ତି ଦେବା ପାଇଁ ଦାବି କରାଯାଇଛି। ଜମିଦାତା ପରିବାରର ସଦସ୍ୟ ଓ ବେରୋଜଗାର ଯୁବକ ଯୁବତୀମାନେ ଜିଲ୍ଲାପାଳଙ୍କୁ ଭେଟି ସ୍ମାରକପତ୍ର ପ୍ରଦାନ କରିଛନ୍ତି। ମେଡ଼ିକାଲ କଲେଜ ପାଇଁ ଜମି ଦେଇଥିବା ପରିବାରକୁ ପ୍ରାଥମିକତା ଦେବା ଆବଶ୍ୟକ ବୋଲି ସେମାନେ କହିଛନ୍ତି। ଗ୍ରୁପ୍ ସି ଓ ଗ୍ରୁପ୍ ଡି ପଦବୀରେ ସ୍ଥାନୀୟଙ୍କୁ ନିଯୁକ୍ତି ଦିଆଯିବା ଉଚିତ। ଏହାକୁ ନେଇ ଆନ୍ଦୋଳନ କରାଯିବ ବୋଲି ଚେତାବନୀ ଦିଆଯାଇଛି। ଜିଲ୍ଲା ପ୍ରଶାସନ ଏନେଇ ଉପଯୁକ୍ତ ପଦକ୍ଷେପ ନେବ ବୋଲି ଆଶ୍ୱାସନା ଦେଇଛି। [272,840,540,904]
canal-body: ଗଜପତି ଜିଲାରେ ବର୍ଷା ଅଭାବ ଯୋଗୁ ଚାଷୀ ଚିନ୍ତିତ ହୋଇପଡ଼ିଛନ୍ତି। କେନାଲ ସଫା ନହେବାରୁ ଜମିକୁ ପାଣି ପହଞ୍ଚୁନାହିଁ। ଏହାକୁ ନେଇ ଚାଷୀମାନେ ଜିଲାପାଳଙ୍କ କାର୍ଯ୍ୟାଳୟ ସମ୍ମୁଖରେ ଧାରଣା ଦେଇଛନ୍ତି। ପ୍ରତିବର୍ଷ ଜୁନ ମାସରେ କେନାଲ ସଫା କରାଯିବା କଥା ହେଲେ ଚଳିତ ବର୍ଷ ଏପର୍ଯ୍ୟନ୍ତ କେନାଲ ସଫା ହୋଇନାହିଁ। ଜଳସମ୍ପଦ ବିଭାଗର ଉଦାସୀନତା ଯୋଗୁ ଚାଷୀ କ୍ଷତିଗ୍ରସ୍ତ ହେଉଛନ୍ତି। ଧାରଣାରେ ବହୁ ସଂଖ୍ୟାରେ ଚାଷୀ ଯୋଗ ଦେଇଥିଲେ। ଜିଲାପାଳଙ୍କୁ ସ୍ମାରକପତ୍ର ପ୍ରଦାନ କରି ତୁରନ୍ତ କେନାଲ ସଫା କରିବାକୁ ଦାବି କରାଯାଇଛି। ଏହି ସମସ୍ୟାର ସମାଧାନ ନହେଲେ ଆନ୍ଦୋଳନ ତୀବ୍ର କରାଯିବ ବୋଲି ଚେତାବନୀ ଦିଆଯାଇଛି। ଜିଲା ପ୍ରଶାସନ ଏନେଇ ଯାଞ୍ଚ କରି ଉପଯୁକ୍ତ ପଦକ୍ଷେପ ନେବ ବୋଲି ଜଳସମ୍ପଦ ବିଭାଗ ଅଧିକାରୀ ଆଶ୍ୱାସନା ଦେଇଛନ୍ତି। [6,1224,146,1361]
bjd-headline: ବିଜେଡ଼ି ଜିଲା କାର୍ଯ୍ୟକାରିଣୀ ଲାଗି ପ୍ରସ୍ତୁତି ବୈଠକ [690,720,940,744]
bjd-photo [690,748,940,930]
canal-byline: ପାରଳାଖେମୁଣ୍ଡି,୬।୮ (ରିଭାଧର ପରିଡ଼ା) [6,1212,112,1220]
dateline [118,10,258,42]
logo-emblem [15,2,93,62]
footer-page-number: 5 [928,1480,934,1490]
